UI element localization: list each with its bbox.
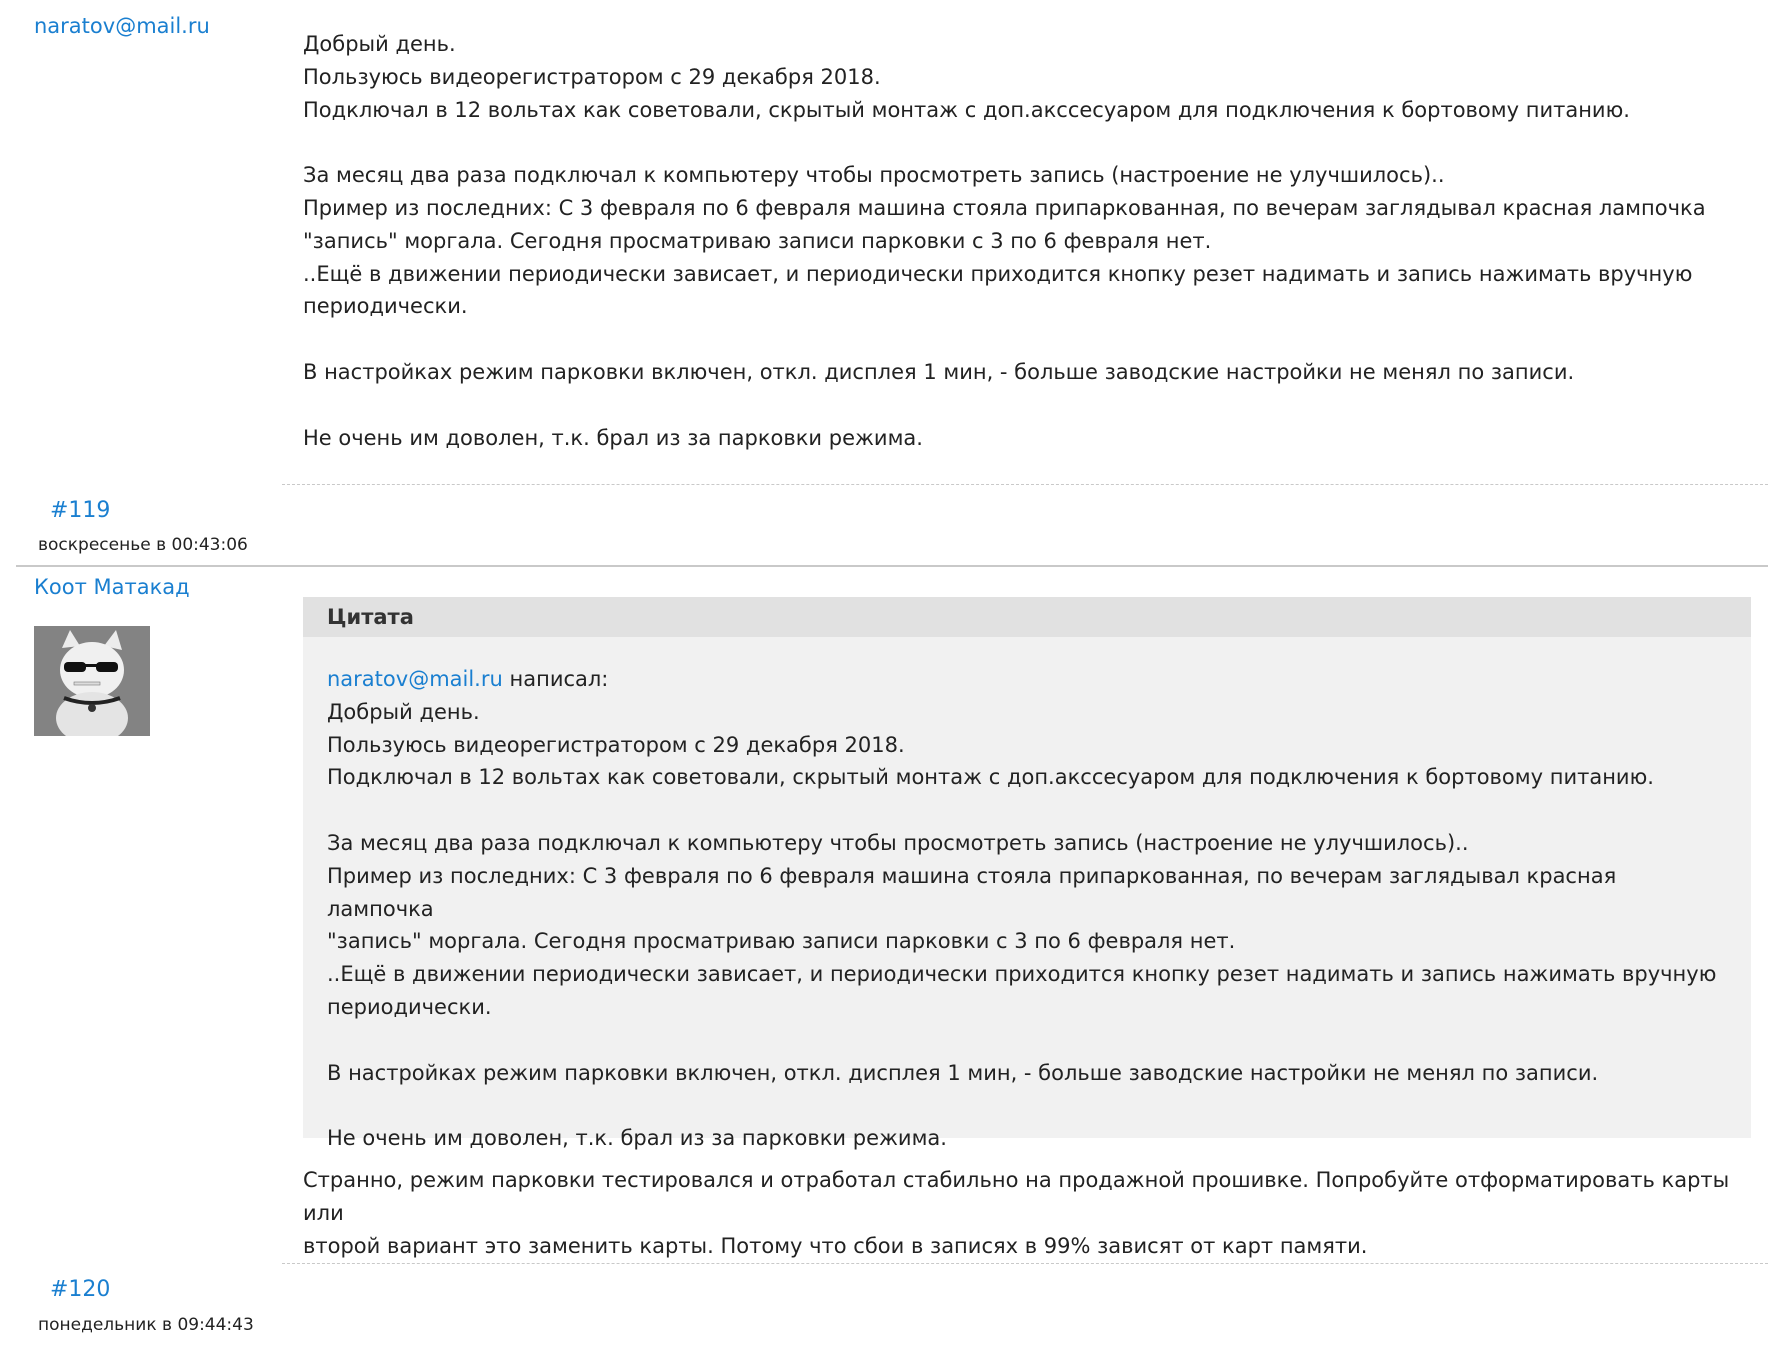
paragraph-gap: [327, 1089, 1727, 1122]
post-body: [303, 28, 1753, 454]
paragraph-gap: [303, 389, 1753, 422]
post-timestamp: понедельник в 09:44:43: [38, 1315, 254, 1335]
quote-wrote-label: написал:: [502, 667, 609, 691]
post-text-line: Пример из последних: С 3 февраля по 6 февраля машина стояла припаркованная, по вечерам заглядывал красная лампочка: [303, 195, 1706, 220]
paragraph-gap: [327, 794, 1727, 827]
post-text-line: В настройках режим парковки включен, откл. дисплея 1 мин, - больше заводские настройки не менял по записи.: [303, 359, 1575, 384]
post-timestamp: воскресенье в 00:43:06: [38, 535, 248, 555]
post-number-link[interactable]: #119: [50, 498, 111, 523]
post-text-line: Добрый день.: [303, 32, 456, 56]
paragraph-gap: [303, 323, 1753, 356]
quote-block: [303, 597, 1751, 1151]
quote-text-line: В настройках режим парковки включен, откл. дисплея 1 мин, - больше заводские настройки не менял по записи.: [327, 1060, 1599, 1085]
quote-text-line: За месяц два раза подключал к компьютеру чтобы просмотреть запись (настроение не улучшилось)..: [327, 830, 1469, 855]
post-number-link[interactable]: #120: [50, 1277, 111, 1302]
quote-text-line: Не очень им доволен, т.к. брал из за парковки режима.: [327, 1126, 947, 1151]
post-text-line: Подключал в 12 вольтах как советовали, скрытый монтаж с доп.акссесуаром для подключения к бортовому питанию.: [303, 97, 1630, 122]
quote-body: [303, 637, 1751, 1155]
quote-text: [327, 696, 1727, 1155]
reply-text-line: Странно, режим парковки тестировался и отработал стабильно на продажной прошивке. Попробуйте отформатировать карты или: [303, 1168, 1730, 1225]
post-text-line: ..Ещё в движении периодически зависает, и периодически приходится кнопку резет надимать и запись нажимать вручную: [303, 261, 1693, 286]
quote-text-line: Пользуюсь видеорегистратором с 29 декабря 2018.: [327, 732, 905, 757]
reply-text-line: второй вариант это заменить карты. Потому что сбои в записях в 99% зависят от карт памяти.: [303, 1233, 1368, 1258]
paragraph-gap: [327, 1024, 1727, 1057]
reply-body: [303, 1164, 1753, 1262]
post-divider: [282, 484, 1768, 485]
quote-text-line: Пример из последних: С 3 февраля по 6 февраля машина стояла припаркованная, по вечерам заглядывал красная лампочка: [327, 863, 1617, 921]
post-divider: [282, 1263, 1768, 1264]
quote-text-line: ..Ещё в движении периодически зависает, и периодически приходится кнопку резет надимать и запись нажимать вручную: [327, 962, 1717, 987]
post-author-link[interactable]: naratov@mail.ru: [34, 14, 210, 38]
avatar[interactable]: [34, 626, 150, 736]
post-text-line: "запись" моргала. Сегодня просматриваю записи парковки с 3 по 6 февраля нет.: [303, 228, 1212, 253]
post-text-line: Не очень им доволен, т.к. брал из за парковки режима.: [303, 425, 923, 450]
cat-avatar-icon: [34, 626, 150, 736]
post-separator: [16, 565, 1768, 567]
quote-text-line: "запись" моргала. Сегодня просматриваю записи парковки с 3 по 6 февраля нет.: [327, 929, 1236, 954]
quoted-author-link[interactable]: naratov@mail.ru: [327, 667, 503, 691]
quote-header: Цитата: [303, 597, 1751, 637]
quote-text-line: периодически.: [327, 994, 492, 1019]
quote-text-line: Добрый день.: [327, 699, 480, 724]
paragraph-gap: [303, 126, 1753, 159]
post-author-link[interactable]: Коот Матакад: [34, 575, 190, 599]
post-text-line: периодически.: [303, 294, 468, 319]
post-text-line: За месяц два раза подключал к компьютеру чтобы просмотреть запись (настроение не улучшилось)..: [303, 163, 1445, 188]
quote-attribution: [327, 663, 1727, 696]
quote-text-line: Подключал в 12 вольтах как советовали, скрытый монтаж с доп.акссесуаром для подключения к бортовому питанию.: [327, 765, 1654, 790]
post-text-line: Пользуюсь видеорегистратором с 29 декабря 2018.: [303, 64, 881, 89]
